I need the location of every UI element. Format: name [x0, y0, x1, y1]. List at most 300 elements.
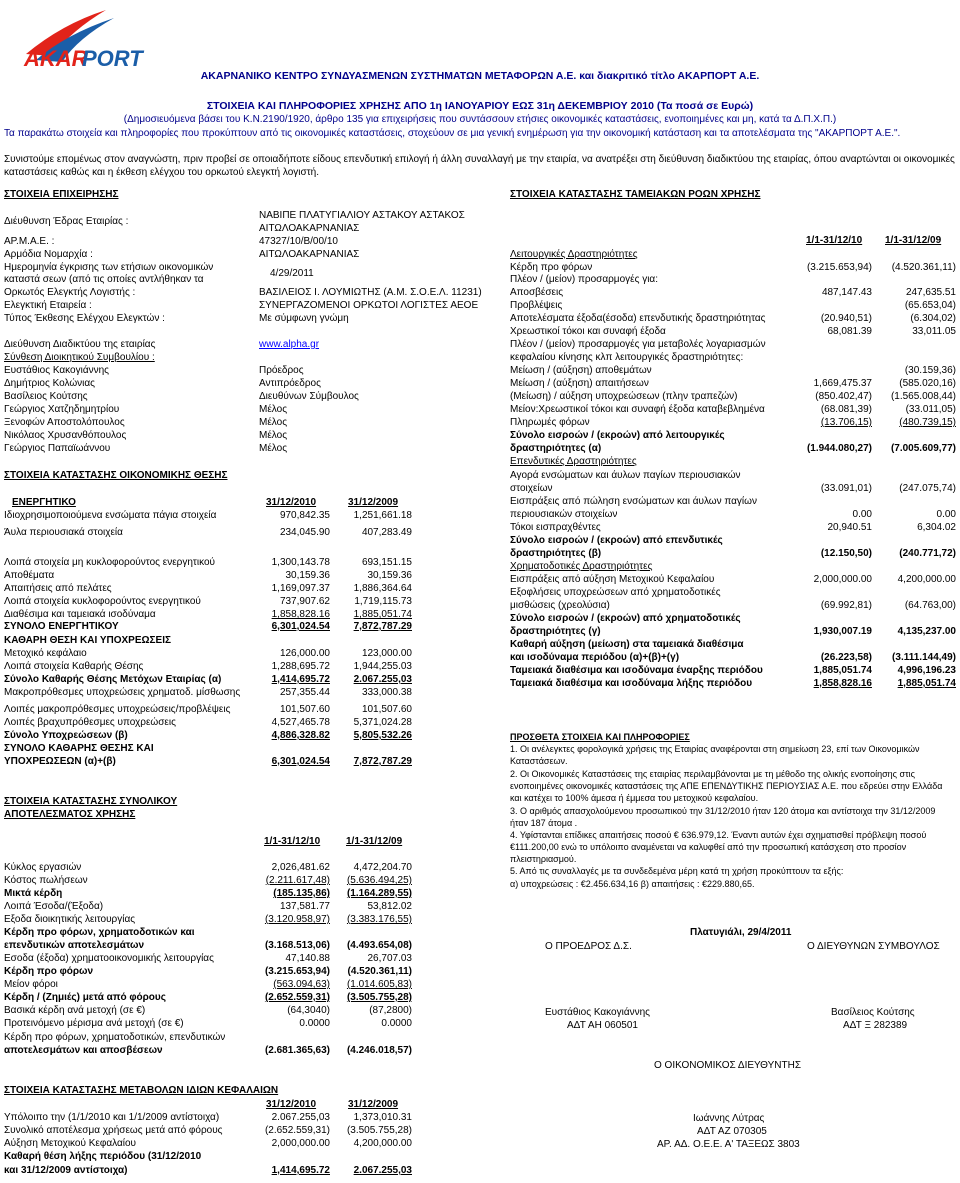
equity-row-c1: 2.067.255,03	[271, 1112, 330, 1123]
income-row-c2: (4.493.654,08)	[346, 940, 412, 951]
income-row	[4, 926, 424, 939]
balance-row-c2: 7,872,787.29	[353, 621, 412, 632]
equity-row-label: και 31/12/2009 αντίστοιχα)	[4, 1165, 128, 1176]
balance-row	[4, 634, 424, 647]
balance-row-c2: 5,371,024.28	[353, 717, 412, 728]
company-row-label: Ελεγκτική Εταιρεία :	[4, 300, 92, 311]
balance-row-c1: 257,355.44	[279, 687, 330, 698]
company-row	[4, 273, 504, 286]
balance-row-label: Αποθέματα	[4, 570, 55, 581]
cashflow-row-label: Σύνολο εισροών / (εκροών) από επενδυτικές	[510, 535, 723, 546]
income-row-c2: 26,707.03	[367, 953, 412, 964]
publication-note: (Δημοσιευόμενα βάσει του Κ.Ν.2190/1920, άρθρο 135 για επιχειρήσεις που συντάσσουν ετήσιες οικονομικές καταστάσεις, ενοποιημένες και μη, κατά τα Δ.Π.Χ.Π.)	[123, 114, 837, 125]
balance-row	[4, 509, 424, 522]
company-row-label: Γεώργιος Χατζηδημητρίου	[4, 404, 120, 415]
balance-row	[4, 595, 424, 608]
income-row-label: Κόστος πωλήσεων	[4, 875, 88, 886]
cashflow-row-c2: 247,635.51	[905, 287, 956, 298]
cashflow-row-label: Σύνολο εισροών / (εκροών) από λειτουργικές	[510, 430, 725, 441]
cashflow-row	[510, 599, 956, 612]
cashflow-row	[510, 351, 956, 364]
cashflow-row-c1: 487,147.43	[821, 287, 872, 298]
balance-row-c1: 30,159.36	[285, 570, 330, 581]
equity-row-c2: 1,373,010.31	[353, 1112, 412, 1123]
company-row-label: Νικόλαος Χρυσανθόπουλος	[4, 430, 127, 441]
cashflow-row	[510, 286, 956, 299]
income-col-2009: 1/1-31/12/09	[346, 836, 403, 847]
place-date: Πλατυγιάλι, 29/4/2011	[690, 927, 792, 938]
income-row-label: αποτελεσμάτων και αποσβέσεων	[4, 1045, 163, 1056]
cfo-name: Ιωάννης Λύτρας	[693, 1113, 765, 1124]
cashflow-row-label: Καθαρή αύξηση (μείωση) στα ταμειακά διαθέσιμα	[510, 639, 744, 650]
balance-row	[4, 686, 424, 699]
equity-header	[4, 1098, 424, 1111]
cashflow-row-c2: 4,996,196.23	[897, 665, 956, 676]
balance-row-label: ΣΥΝΟΛΟ ΚΑΘΑΡΗΣ ΘΕΣΗΣ ΚΑΙ	[4, 743, 154, 754]
company-row	[4, 364, 504, 377]
balance-row-c2: 1,886,364.64	[353, 583, 412, 594]
cashflow-col-2010: 1/1-31/12/10	[806, 235, 863, 246]
chairman-id: ΑΔΤ ΑΗ 060501	[567, 1020, 638, 1031]
cashflow-row-c1: (1.944.080,27)	[806, 443, 872, 454]
income-row-label: Εσοδα (έξοδα) χρηματοοικονομικής λειτουργίας	[4, 953, 214, 964]
income-row	[4, 887, 424, 900]
income-row-c1: (3.168.513,06)	[264, 940, 330, 951]
chairman-name: Ευστάθιος Κακογιάννης	[545, 1007, 650, 1018]
cashflow-row-c2: (64.763,00)	[904, 600, 956, 611]
equity-row-c2: (3.505.755,28)	[346, 1125, 412, 1136]
income-row-label: Κύκλος εργασιών	[4, 862, 82, 873]
cashflow-row-c1: (3.215.653,94)	[806, 262, 872, 273]
income-row	[4, 913, 424, 926]
income-row	[4, 1017, 424, 1030]
cashflow-row-label: Εισπράξεις από αύξηση Μετοχικού Κεφαλαίου	[510, 574, 715, 585]
company-row-value: Μέλος	[259, 404, 288, 415]
income-row-label: Κέρδη / (Ζημιές) μετά από φόρους	[4, 992, 166, 1003]
cashflow-row-c1: (69.992,81)	[820, 600, 872, 611]
cashflow-row	[510, 625, 956, 638]
cashflow-row-c2: (65.653,04)	[904, 300, 956, 311]
company-row-value: ΝΑΒΙΠΕ ΠΛΑΤΥΓΙΑΛΙΟΥ ΑΣΤΑΚΟΥ ΑΣΤΑΚΟΣ	[259, 210, 465, 221]
income-row-label: Κέρδη προ φόρων, χρηματοδοτικών και	[4, 927, 195, 938]
ceo-role: Ο ΔΙΕΥΘΥΝΩΝ ΣΥΜΒΟΥΛΟΣ	[807, 941, 940, 952]
balance-row-c2: 123,000.00	[361, 648, 412, 659]
logo-graphic	[22, 4, 162, 68]
equity-row-label: Αύξηση Μετοχικού Κεφαλαίου	[4, 1138, 137, 1149]
cashflow-row	[510, 573, 956, 586]
cashflow-row-c2: (30.159,36)	[904, 365, 956, 376]
cashflow-row-label: Ταμειακά διαθέσιμα και ισοδύναμα λήξης περιόδου	[510, 678, 753, 689]
cashflow-row	[510, 508, 956, 521]
balance-section-title: ΣΤΟΙΧΕΙΑ ΚΑΤΑΣΤΑΣΗΣ ΟΙΚΟΝΟΜΙΚΗΣ ΘΕΣΗΣ	[4, 470, 228, 481]
company-row	[4, 299, 504, 312]
balance-row	[4, 526, 424, 539]
intro-paragraph-2: Συνιστούμε επομένως στον αναγνώστη, πριν προβεί σε οποιαδήποτε είδους επενδυτική επιλογή ή άλλη συναλλαγή με την εταιρία, να ανατρέξει στη διεύθυνση διαδικτύου της εταιρίας, όπου αναρτώνται οι οικονομικές καταστάσεις καθώς και η έκθεση ελέγχου του ορκωτού ελεγκτή λογιστή.	[4, 154, 955, 178]
income-row	[4, 965, 424, 978]
income-row-label: Κέρδη προ φόρων	[4, 966, 94, 977]
cashflow-row-label: δραστηριότητες (α)	[510, 443, 602, 454]
income-row-label: Μικτά κέρδη	[4, 888, 63, 899]
cashflow-row	[510, 521, 956, 534]
cashflow-row	[510, 482, 956, 495]
cashflow-row	[510, 312, 956, 325]
income-row-c1: (2.211.617,48)	[265, 875, 330, 886]
balance-row-c1: 1,858,828.16	[271, 609, 330, 620]
company-row	[4, 429, 504, 442]
cashflow-row	[510, 534, 956, 547]
company-row-label: Δημήτριος Κολώνιας	[4, 378, 95, 389]
balance-row-c2: 1,944,255.03	[353, 661, 412, 672]
income-row-c1: 0.0000	[299, 1018, 330, 1029]
cashflow-row	[510, 560, 956, 573]
cashflow-row-c2: (3.111.144,49)	[892, 652, 956, 663]
equity-row-label: Καθαρή θέση λήξης περιόδου (31/12/2010	[4, 1151, 202, 1162]
cashflow-row-label: κεφαλαίου κίνησης κλπ λειτουργικές δραστηριότητες:	[510, 352, 744, 363]
note-item: 2. Οι Οικονομικές Καταστάσεις της εταιρίας περιλαμβάνονται με τη μέθοδο της ολικής ενοποίησης στις ενοποιημένες οικονομικές καταστάσεις της ΑΠΕ ΕΠΕΝΔΥΤΙΚΗΣ ΠΕΡΙΟΥΣΙΑΣ Α.Ε. που εδρεύει στην Ελλάδα και κατέχει το 100% άμεσα ή έμμεσα του μετοχικού κεφαλαίου.	[510, 769, 943, 803]
cashflow-row-c2: (7.005.609,77)	[890, 443, 956, 454]
cashflow-row-c2: (4.520.361,11)	[891, 262, 956, 273]
equity-col-2010: 31/12/2010	[266, 1099, 317, 1110]
balance-row-c1: 1,300,143.78	[271, 557, 330, 568]
cashflow-row-c2: (33.011,05)	[905, 404, 956, 415]
cashflow-row	[510, 547, 956, 560]
cashflow-row-label: Μείωση / (αύξηση) απαιτήσεων	[510, 378, 649, 389]
income-row-c2: 0.0000	[381, 1018, 412, 1029]
balance-row-c2: 1,885,051.74	[353, 609, 412, 620]
balance-row	[4, 556, 424, 569]
company-row	[4, 248, 504, 261]
company-website-link[interactable]: www.alpha.gr	[259, 339, 320, 350]
cashflow-row-c2: (240.771,72)	[899, 548, 956, 559]
income-row-c1: (3.215.653,94)	[264, 966, 330, 977]
company-row-label: Διέυθυνση Έδρας Εταιρίας :	[4, 216, 129, 227]
cashflow-row	[510, 273, 956, 286]
cashflow-row-label: Εξοφλήσεις υποχρεώσεων από χρηματοδοτικές	[510, 587, 721, 598]
income-row-c1: 47,140.88	[285, 953, 330, 964]
company-row	[4, 209, 504, 227]
note-item: 4. Υφίστανται επίδικες απαιτήσεις ποσού € 636.979,12. Έναντι αυτών έχει σχηματισθεί πρόβλεψη ποσού €111.200,00 ενώ το υπόλοιπο αναμένεται να καλυφθεί από την προσωπική κατάσχεση στο προσίον πλειστηριασμού.	[510, 830, 927, 864]
balance-row-label: Λοιπά στοιχεία μη κυκλοφορούντος ενεργητικού	[4, 557, 215, 568]
balance-row	[4, 620, 424, 633]
balance-col-2010: 31/12/2010	[266, 497, 317, 508]
income-row-c2: (5.636.494,25)	[346, 875, 412, 886]
cashflow-row-label: (Μείωση) / αύξηση υποχρεώσεων (πλην τραπεζών)	[510, 391, 738, 402]
balance-row-c2: 1,251,661.18	[353, 510, 412, 521]
balance-row	[4, 673, 424, 686]
balance-row-label: Σύνολο Καθαρής Θέσης Μετόχων Εταιρίας (α)	[4, 674, 222, 685]
cashflow-row	[510, 390, 956, 403]
balance-row-c2: 1,719,115.73	[354, 596, 412, 607]
cfo-license: ΑΡ. ΑΔ. Ο.Ε.Ε. Α' ΤΑΞΕΩΣ 3803	[657, 1139, 800, 1150]
company-row	[4, 235, 504, 248]
equity-section-title: ΣΤΟΙΧΕΙΑ ΚΑΤΑΣΤΑΣΗΣ ΜΕΤΑΒΟΛΩΝ ΙΔΙΩΝ ΚΕΦΑΛΑΙΩΝ	[4, 1085, 279, 1096]
income-col-2010: 1/1-31/12/10	[264, 836, 321, 847]
cashflow-row	[510, 429, 956, 442]
equity-row-c2: 4,200,000.00	[353, 1138, 412, 1149]
balance-row-c1: 1,414,695.72	[271, 674, 330, 685]
cashflow-row-c2: 6,304.02	[917, 522, 956, 533]
cashflow-row-label: Επενδυτικές Δραστηριότητες	[510, 456, 637, 467]
cfo-role: Ο ΟΙΚΟΝΟΜΙΚΟΣ ΔΙΕΥΘΥΝΤΗΣ	[654, 1060, 802, 1071]
balance-row	[4, 716, 424, 729]
cashflow-row-label: Λειτουργικές Δραστηριότητες	[510, 249, 638, 260]
income-row-label: Προτεινόμενο μέρισμα ανά μετοχή (σε €)	[4, 1018, 184, 1029]
chairman-role: Ο ΠΡΟΕΔΡΟΣ Δ.Σ.	[545, 941, 632, 952]
income-row-c1: (2.652.559,31)	[264, 992, 330, 1003]
income-row	[4, 874, 424, 887]
balance-row-c1: 737,907.62	[279, 596, 330, 607]
income-row-label: Λοιπά Έσοδα/(Έξοδα)	[4, 901, 104, 912]
intro-paragraph-1: Τα παρακάτω στοιχεία και πληροφορίες που προκύπτουν από τις οικονομικές καταστάσεις, στοχεύουν σε μια γενική ενημέρωση για την οικονομική κατάσταση και τα αποτελέσματα της "ΑΚΑΡΠΟΡΤ Α.Ε.".	[4, 128, 901, 139]
cashflow-row-c1: 1,858,828.16	[813, 678, 872, 689]
balance-row-c1: 1,169,097.37	[271, 583, 330, 594]
balance-row-label: ΥΠΟΧΡΕΩΣΕΩΝ (α)+(β)	[4, 756, 116, 767]
balance-row	[4, 729, 424, 742]
cashflow-row-c2: 1,885,051.74	[897, 678, 956, 689]
cashflow-row-c2: 33,011.05	[912, 326, 956, 337]
cashflow-row-label: Αγορά ενσώματων και άυλων παγίων περιουσιακών	[510, 470, 741, 481]
company-row-value: 4/29/2011	[270, 268, 314, 279]
cashflow-row-c1: (68.081,39)	[820, 404, 872, 415]
company-row-label: Σύνθεση Διοικητικού Συμβουλίου :	[4, 352, 155, 363]
equity-row-label: Υπόλοιπο την (1/1/2010 και 1/1/2009 αντίστοιχα)	[4, 1112, 220, 1123]
equity-row	[4, 1164, 424, 1177]
balance-row-c2: 7,872,787.29	[353, 756, 412, 767]
cashflow-row-label: Αποσβέσεις	[510, 287, 564, 298]
company-row-value: Μέλος	[259, 417, 288, 428]
balance-header	[4, 496, 424, 509]
balance-row-c2: 693,151.15	[361, 557, 412, 568]
balance-row-c1: 4,527,465.78	[271, 717, 330, 728]
cashflow-row	[510, 638, 956, 651]
cashflow-row-c1: (26.223,58)	[820, 652, 872, 663]
cashflow-row	[510, 299, 956, 312]
balance-row-label: Διαθέσιμα και ταμειακά ισοδύναμα	[4, 609, 156, 620]
income-row	[4, 978, 424, 991]
income-row-c2: (4.246.018,57)	[346, 1045, 412, 1056]
balance-row-c2: 101,507.60	[361, 704, 412, 715]
cashflow-row-label: Εισπράξεις από πώληση ενσώματων και άυλων παγίων	[510, 496, 757, 507]
cashflow-row-label: Χρηματοδοτικές Δραστηριότητες	[510, 561, 653, 572]
balance-row	[4, 569, 424, 582]
cashflow-row-label: δραστηριότητες (β)	[510, 548, 602, 559]
cashflow-col-2009: 1/1-31/12/09	[885, 235, 942, 246]
cashflow-row	[510, 664, 956, 677]
company-row-value: Μέλος	[259, 443, 288, 454]
cashflow-row	[510, 248, 956, 261]
cashflow-row-c2: 4,200,000.00	[897, 574, 956, 585]
note-item: 3. Ο αριθμός απασχολούμενου προσωπικού την 31/12/2010 ήταν 120 άτομα και αντίστοιχα την 31/12/2009 ήταν 187 άτομα .	[510, 806, 936, 828]
report-subtitle: ΣΤΟΙΧΕΙΑ ΚΑΙ ΠΛΗΡΟΦΟΡΙΕΣ ΧΡΗΣΗΣ ΑΠΟ 1η ΙΑΝΟΥΑΡΙΟΥ ΕΩΣ 31η ΔΕΚΕΜΒΡΙΟΥ 2010 (Τα ποσά σε Ευρώ)	[206, 100, 754, 112]
cfo-id: ΑΔΤ ΑΖ 070305	[697, 1126, 767, 1137]
cashflow-row	[510, 677, 956, 690]
company-row-label: Τύπος Έκθεσης Ελέγχου Ελεγκτών :	[4, 313, 165, 324]
income-row-c2: (87,2800)	[369, 1005, 412, 1016]
income-row	[4, 939, 424, 952]
cashflow-row	[510, 403, 956, 416]
income-row-c2: 53,812.02	[367, 901, 412, 912]
ceo-name: Βασίλειος Κούτσης	[831, 1007, 915, 1018]
balance-row-label: Λοιπές μακροπρόθεσμες υποχρεώσεις/προβλέψεις	[4, 704, 231, 715]
svg-text:PORT: PORT	[82, 46, 143, 68]
cashflow-row	[510, 469, 956, 482]
cashflow-row-c1: (850.402,47)	[815, 391, 872, 402]
balance-row-c2: 5,805,532.26	[353, 730, 412, 741]
balance-row-c1: 234,045.90	[279, 527, 330, 538]
cashflow-row-label: και ισοδύναμα περιόδου (α)+(β)+(γ)	[510, 652, 680, 663]
company-row-value: ΒΑΣΙΛΕΙΟΣ Ι. ΛΟΥΜΙΩΤΗΣ (Α.Μ. Σ.Ο.Ε.Λ. 11231)	[259, 287, 482, 298]
note-item: 5. Από τις συναλλαγές με τα συνδεδεμένα μέρη κατά τη χρήση προκύπτουν τα εξής:	[510, 866, 844, 876]
balance-row-c1: 101,507.60	[279, 704, 330, 715]
company-row	[4, 403, 504, 416]
balance-row-c2: 407,283.49	[361, 527, 412, 538]
company-row	[4, 416, 504, 429]
income-row-c2: 4,472,204.70	[353, 862, 412, 873]
cashflow-row-c2: (1.565.008,44)	[890, 391, 956, 402]
cashflow-row-c1: 1,930,007.19	[813, 626, 872, 637]
cashflow-row-c1: 1,885,051.74	[813, 665, 872, 676]
cashflow-row-label: μισθώσεις (χρεολύσια)	[510, 600, 610, 611]
income-row-c2: (3.505.755,28)	[346, 992, 412, 1003]
cashflow-row-c1: (12.150,50)	[820, 548, 872, 559]
balance-row-c1: 6,301,024.54	[271, 756, 330, 767]
cashflow-row-label: Μείον:Χρεωστικοί τόκοι και συναφή έξοδα καταβεβλημένα	[510, 404, 765, 415]
cashflow-row-c1: 20,940.51	[827, 522, 872, 533]
balance-row	[4, 660, 424, 673]
cashflow-row-label: Πληρωμές φόρων	[510, 417, 590, 428]
equity-row-c2: 2.067.255,03	[353, 1165, 412, 1176]
equity-row-label: Συνολικό αποτέλεσμα χρήσεως μετά από φόρους	[4, 1125, 223, 1136]
cashflow-row-label: Κέρδη προ φόρων	[510, 262, 593, 273]
company-row	[4, 286, 504, 299]
company-row-value: Διευθύνων Σύμβουλος	[259, 391, 359, 402]
income-row-c1: (3.120.958,97)	[264, 914, 330, 925]
company-row-value: Αντιπρόεδρος	[259, 378, 321, 389]
company-row	[4, 312, 504, 325]
cashflow-row	[510, 495, 956, 508]
balance-row-c2: 2.067.255,03	[353, 674, 412, 685]
income-row	[4, 1044, 424, 1057]
cashflow-row-c1: 0.00	[852, 509, 872, 520]
cashflow-row-label: Σύνολο εισροών / (εκροών) από χρηματοδοτικές	[510, 613, 741, 624]
cashflow-row-c1: (13.706,15)	[820, 417, 872, 428]
cashflow-row-label: Προβλέψεις	[510, 300, 563, 311]
ceo-id: ΑΔΤ Ξ 282389	[843, 1020, 908, 1031]
balance-row-c1: 6,301,024.54	[271, 621, 330, 632]
company-row-label: Ευστάθιος Κακογιάννης	[4, 365, 109, 376]
company-row-label: Διεύθυνση Διαδικτύου της εταιρίας	[4, 339, 156, 350]
balance-row-label: Άυλα περιουσιακά στοιχεία	[4, 527, 123, 538]
cashflow-row	[510, 364, 956, 377]
company-row-value: Με σύμφωνη γνώμη	[259, 313, 349, 324]
income-row-c1: 2,026,481.62	[271, 862, 330, 873]
note-item: α) υποχρεώσεις : €2.456.634,16 β) απαιτήσεις : €229.880,65.	[510, 879, 755, 889]
income-row-c2: (1.014.605,83)	[346, 979, 412, 990]
company-row-label: Ημερομηνία έγκρισης των ετήσιων οικονομικών	[4, 262, 214, 273]
company-row	[4, 338, 504, 351]
company-row-label: Γεώργιος Παπαϊωάννου	[4, 443, 111, 454]
company-row	[4, 222, 504, 235]
company-section-title: ΣΤΟΙΧΕΙΑ ΕΠΙΧΕΙΡΗΣΗΣ	[4, 189, 119, 200]
cashflow-row-c1: 2,000,000.00	[813, 574, 872, 585]
equity-row-c1: (2.652.559,31)	[264, 1125, 330, 1136]
balance-row-label: Λοιπά στοιχεία Καθαρής Θέσης	[4, 661, 144, 672]
company-row	[4, 377, 504, 390]
company-row-value: ΑΙΤΩΛΟΑΚΑΡΝΑΝΙΑΣ	[259, 249, 360, 260]
equity-row	[4, 1137, 424, 1150]
balance-row-c2: 333,000.38	[361, 687, 412, 698]
balance-row	[4, 647, 424, 660]
company-row-label: καταστά σεων (από τις οποίες αντλήθηκαν τα	[4, 274, 204, 285]
cashflow-section-title: ΣΤΟΙΧΕΙΑ ΚΑΤΑΣΤΑΣΗΣ ΤΑΜΕΙΑΚΩΝ ΡΟΩΝ ΧΡΗΣΗΣ	[510, 189, 761, 200]
balance-row-label: Απαιτήσεις από πελάτες	[4, 583, 112, 594]
balance-row-label: Λοιπά στοιχεία κυκλοφορούντος ενεργητικού	[4, 596, 201, 607]
equity-row	[4, 1124, 424, 1137]
income-row	[4, 952, 424, 965]
company-row-label: ΑΡ.Μ.Α.Ε. :	[4, 236, 55, 247]
balance-row-c1: 4,886,328.82	[271, 730, 330, 741]
equity-col-2009: 31/12/2009	[348, 1099, 399, 1110]
cashflow-row-label: δραστηριότητες (γ)	[510, 626, 601, 637]
balance-row-label: Ιδιοχρησιμοποιούμενα ενσώματα πάγια στοιχεία	[4, 510, 217, 521]
balance-row-c1: 1,288,695.72	[271, 661, 330, 672]
income-row	[4, 861, 424, 874]
balance-row	[4, 703, 424, 716]
income-row-label: Μείον φόροι	[4, 979, 58, 990]
cashflow-row-c2: 0.00	[936, 509, 956, 520]
cashflow-row	[510, 377, 956, 390]
cashflow-row-label: Πλέον / (μείον) προσαρμογές για μεταβολές λογαριασμών	[510, 339, 766, 350]
cashflow-row-label: στοιχείων	[510, 483, 553, 494]
income-row-label: Βασικά κέρδη ανά μετοχή (σε €)	[4, 1005, 146, 1016]
income-row-label: Εξοδα διοικητικής λειτουργίας	[4, 914, 136, 925]
income-row-c1: 137,581.77	[279, 901, 330, 912]
balance-row-c1: 970,842.35	[279, 510, 330, 521]
income-row-c2: (4.520.361,11)	[347, 966, 412, 977]
balance-row	[4, 755, 424, 768]
notes-title: ΠΡΟΣΘΕΤΑ ΣΤΟΙΧΕΙΑ ΚΑΙ ΠΛΗΡΟΦΟΡΙΕΣ	[510, 732, 690, 742]
cashflow-row-label: Πλέον / (μείον) προσαρμογές για:	[510, 274, 658, 285]
cashflow-row	[510, 612, 956, 625]
company-row	[4, 390, 504, 403]
note-item: 1. Οι ανέλεγκτες φορολογικά χρήσεις της Εταιρίας αναφέρονται στη σημείωση 23, επί των Οικονομικών Καταστάσεων.	[510, 744, 920, 766]
cashflow-row-c1: 68,081.39	[827, 326, 872, 337]
income-row	[4, 991, 424, 1004]
cashflow-row-label: Αποτελέσματα έξοδα(έσοδα) επενδυτικής δραστηριότητας	[510, 313, 766, 324]
cashflow-row-c2: (6.304,02)	[910, 313, 956, 324]
cashflow-row	[510, 442, 956, 455]
cashflow-row-label: περιουσιακών στοιχείων	[510, 509, 618, 520]
svg-text:AKAR: AKAR	[24, 46, 88, 68]
cashflow-row-c2: (247.075,74)	[899, 483, 956, 494]
cashflow-row-label: Μείωση / (αύξηση) αποθεμάτων	[510, 365, 652, 376]
company-title: ΑΚΑΡΝΑΝΙΚΟ ΚΕΝΤΡΟ ΣΥΝΔΥΑΣΜΕΝΩΝ ΣΥΣΤΗΜΑΤΩΝ ΜΕΤΑΦΟΡΩΝ Α.Ε. και διακριτικό τίτλο ΑΚΑΡΠΟΡΤ Α.Ε.	[200, 70, 760, 82]
balance-row-c1: 126,000.00	[279, 648, 330, 659]
company-row	[4, 351, 504, 364]
cashflow-row-c2: (480.739,15)	[899, 417, 956, 428]
income-row-c2: (3.383.176,55)	[346, 914, 412, 925]
income-row	[4, 900, 424, 913]
cashflow-row-label: Ταμειακά διαθέσιμα και ισοδύναμα έναρξης περιόδου	[510, 665, 763, 676]
equity-row-c1: 1,414,695.72	[271, 1165, 330, 1176]
akarport-logo	[22, 4, 162, 68]
income-row-c1: (563.094,63)	[273, 979, 330, 990]
balance-row-label: Σύνολο Υποχρεώσεων (β)	[4, 730, 128, 741]
equity-row-c1: 2,000,000.00	[271, 1138, 330, 1149]
company-row-value: Μέλος	[259, 430, 288, 441]
balance-row-label: ΣΥΝΟΛΟ ΕΝΕΡΓΗΤΙΚΟΥ	[4, 621, 119, 632]
income-section-title-1: ΣΤΟΙΧΕΙΑ ΚΑΤΑΣΤΑΣΗΣ ΣΥΝΟΛΙΚΟΥ	[4, 796, 178, 807]
